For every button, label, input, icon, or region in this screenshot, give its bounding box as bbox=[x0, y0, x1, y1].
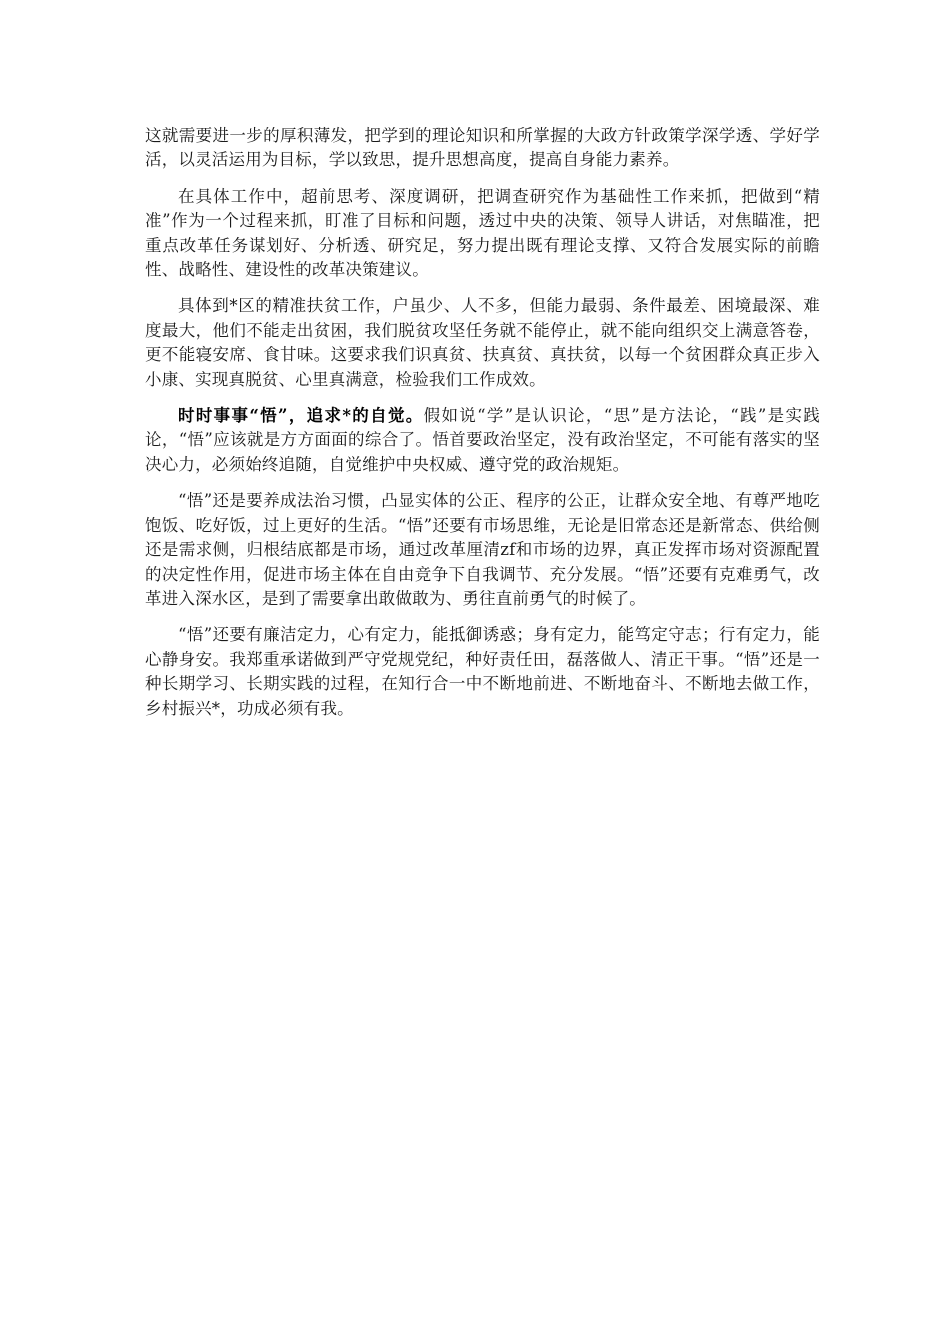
paragraph-2-text: 在具体工作中，超前思考、深度调研，把调查研究作为基础性工作来抓，把做到“精准”作为一个过程来抓，盯准了目标和问题，透过中央的决策、领导人讲话，对焦瞄准，把重点改革任务谋划好、分析透、研究足，努力提出既有理论支撑、又符合发展实际的前瞻性、战略性、建设性的改革决策建议。 bbox=[145, 186, 820, 280]
paragraph-2 bbox=[145, 185, 820, 283]
paragraph-3-text: 具体到*区的精准扶贫工作，户虽少、人不多，但能力最弱、条件最差、困境最深、难度最大，他们不能走出贫困，我们脱贫攻坚任务就不能停止，就不能向组织交上满意答卷，更不能寝安席、食甘味。这要求我们识真贫、扶真贫、真扶贫，以每一个贫困群众真正步入小康、实现真脱贫、心里真满意，检验我们工作成效。 bbox=[145, 296, 820, 389]
paragraph-6-text: “悟”还要有廉洁定力，心有定力，能抵御诱惑；身有定力，能笃定守志；行有定力，能心静身安。我郑重承诺做到严守党规党纪，种好责任田，磊落做人、清正干事。“悟”还是一种长期学习、长期实践的过程，在知行合一中不断地前进、不断地奋斗、不断地去做工作，乡村振兴*，功成必须有我。 bbox=[145, 625, 820, 718]
paragraph-3 bbox=[145, 294, 820, 392]
paragraph-5-text: “悟”还是要养成法治习惯，凸显实体的公正、程序的公正，让群众安全地、有尊严地吃饱饭、吃好饭，过上更好的生活。“悟”还要有市场思维，无论是旧常态还是新常态、供给侧还是需求侧，归根结底都是市场，通过改革厘清zf和市场的边界，真正发挥市场对资源配置的决定性作用，促进市场主体在自由竞争下自我调节、充分发展。“悟”还要有克难勇气，改革进入深水区，是到了需要拿出敢做敢为、勇往直前勇气的时候了。 bbox=[145, 491, 820, 608]
document-body bbox=[145, 124, 820, 733]
paragraph-5 bbox=[145, 489, 820, 611]
paragraph-4 bbox=[145, 404, 820, 477]
paragraph-4-heading: 时时事事“悟”，追求*的自觉。 bbox=[178, 406, 424, 426]
paragraph-6 bbox=[145, 623, 820, 721]
paragraph-1-text: 这就需要进一步的厚积薄发，把学到的理论知识和所掌握的大政方针政策学深学透、学好学活，以灵活运用为目标，学以致思，提升思想高度，提高自身能力素养。 bbox=[145, 126, 820, 170]
paragraph-4-text: 假如说“学”是认识论，“思”是方法论，“践”是实践论，“悟”应该就是方方面面的综合了。悟首要政治坚定，没有政治坚定，不可能有落实的坚决心力，必须始终追随，自觉维护中央权威、遵守党的政治规矩。 bbox=[145, 406, 820, 474]
paragraph-1 bbox=[145, 124, 820, 173]
